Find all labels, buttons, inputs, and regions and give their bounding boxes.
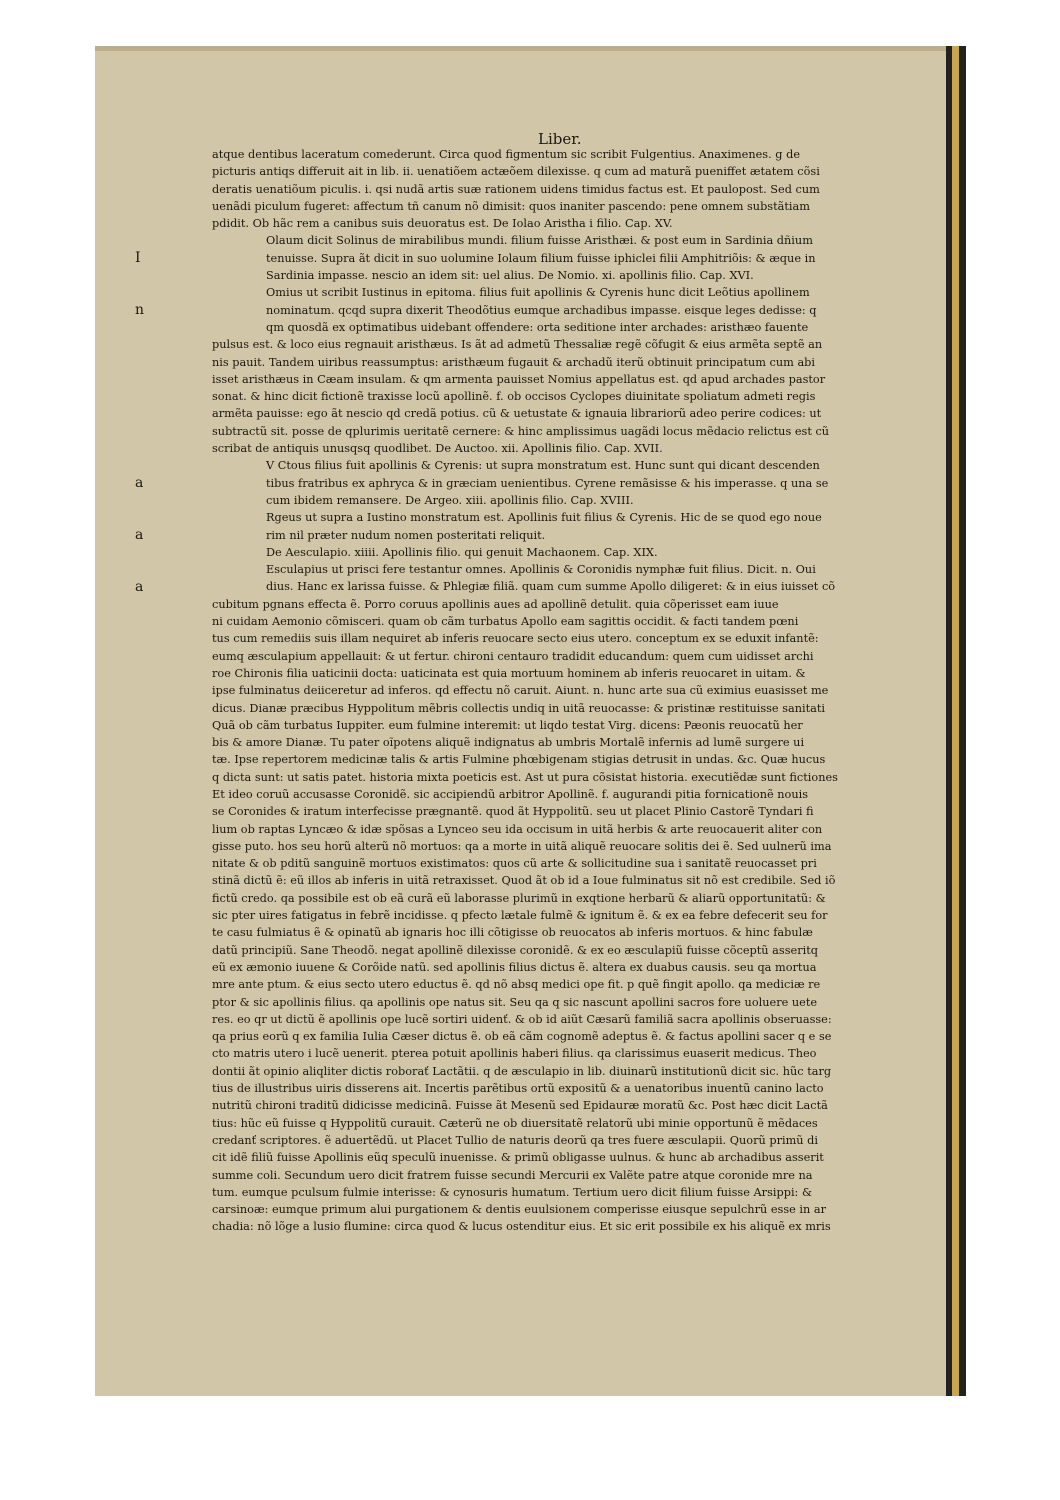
text-line: V Ctous filius fuit apollinis & Cyrenis: ut supra monstratum est. Hunc sunt qui dicant descenden (266, 459, 820, 473)
text-line: ni cuidam Aemonio cõmisceri. quam ob cãm turbatus Apollo eam sagittis occidit. & facti tandem pœni (212, 615, 799, 629)
text-line: cum ibidem remansere. De Argeo. xiii. apollinis filio. Cap. XVIII. (266, 493, 634, 507)
text-line: Rgeus ut supra a Iustino monstratum est. Apollinis fuit filius & Cyrenis. Hic de se quod ego noue (266, 511, 822, 525)
text-line: se Coronides & iratum interfecisse prægnantẽ. quod ãt Hyppolitũ. seu ut placet Plinio Castorẽ Tyndari fi (212, 805, 814, 819)
ribbon-marker (952, 46, 959, 1396)
text-line: ipse fulminatus deiiceretur ad inferos. qd effectu nõ caruit. Aiunt. n. hunc arte sua cũ eximius euasisset me (212, 684, 829, 698)
text-line: tenuisse. Supra ãt dicit in suo uolumine Iolaum filium fuisse iphiclei filii Amphitriõis: & æque in (266, 251, 816, 265)
marginal-letter: a (135, 578, 144, 595)
text-line: deratis uenatiõum piculis. i. qsi nudã artis suæ rationem uidens timidus factus est. Et paulopost. Sed cum (212, 182, 820, 196)
text-line: nitate & ob pditũ sanguinẽ mortuos existimatos: quos cũ arte & sollicitudine sua i sanitatẽ reuocasset pri (212, 857, 817, 871)
text-line: uenãdi piculum fugeret: affectum tñ canum nõ dimisit: quos inaniter pascendo: pene omnem substãtiam (212, 199, 810, 213)
page-scan (95, 46, 966, 1396)
text-line: eũ ex æmonio iuuene & Corõide natũ. sed apollinis filius dictus ẽ. altera ex duabus causis. seu qa mortua (212, 960, 817, 974)
text-line: scribat de antiquis unusqsq quodlibet. De Auctoo. xii. Apollinis filio. Cap. XVII. (212, 442, 663, 456)
text-line: tus cum remediis suis illam nequiret ab inferis reuocare secto eius utero. conceptum ex se eduxit infantẽ: (212, 632, 819, 646)
marginal-letter: I (135, 249, 141, 266)
text-line: picturis antiqs differuit ait in lib. ii. uenatiõem actæõem dilexisse. q cum ad maturã pueniffet ætatem cõsi (212, 165, 820, 179)
text-line: cit idẽ filiũ fuisse Apollinis eũq speculũ inuenisse. & primũ obligasse uulnus. & hunc ab archadibus asserit (212, 1151, 824, 1165)
text-line: te casu fulmiatus ẽ & opinatũ ab ignaris hoc illi cõtigisse ob reuocatos ab inferis mortuos. & hinc fabulæ (212, 926, 813, 940)
text-line: pdidit. Ob hãc rem a canibus suis deuoratus est. De Iolao Aristha i filio. Cap. XV. (212, 217, 673, 231)
text-line: gisse puto. hos seu horũ alterũ nõ mortuos: qa a morte in uitã aliquẽ reuocare solitis dei ẽ. Sed uulnerũ ima (212, 839, 832, 853)
text-line: cubitum pgnans effecta ẽ. Porro coruus apollinis aues ad apollinẽ detulit. quia cõperisset eam iuue (212, 597, 779, 611)
text-line: q dicta sunt: ut satis patet. historia mixta poeticis est. Ast ut pura cõsistat historia. executiẽdæ sunt fictiones (212, 770, 838, 784)
text-line: lium ob raptas Lyncæo & idæ spõsas a Lynceo seu ida occisum in uitã herbis & arte reuocauerit aliter con (212, 822, 823, 836)
text-line: isset aristhæus in Cæam insulam. & qm armenta pauisset Nomius appellatus est. qd apud archades pastor (212, 372, 826, 386)
text-line: pulsus est. & loco eius regnauit aristhæus. Is ãt ad admetũ Thessaliæ regẽ cõfugit & eius armẽta septẽ an (212, 338, 823, 352)
text-line: dontii ãt opinio aliqliter dictis roborať Lactãtii. q de æsculapio in lib. diuinarũ institutionũ dicit sic. hũc targ (212, 1064, 832, 1078)
text-line: Omius ut scribit Iustinus in epitoma. filius fuit apollinis & Cyrenis hunc dicit Leõtius apollinem (266, 286, 810, 300)
text-line: sic pter uires fatigatus in febrẽ incidisse. q pfecto lætale fulmẽ & ignitum ẽ. & ex ea febre defecerit seu for (212, 909, 828, 923)
text-line: mre ante ptum. & eius secto utero eductus ẽ. qd nõ absq medici ope fit. p quẽ fingit apollo. qa mediciæ re (212, 978, 821, 992)
text-line: dicus. Dianæ præcibus Hyppolitum mẽbris collectis undiq in uitã reuocasse: & pristinæ restituisse sanitati (212, 701, 826, 715)
marginal-letter: a (135, 526, 144, 543)
text-line: res. eo qr ut dictũ ẽ apollinis ope lucẽ sortiri uidenť. & ob id aiũt Cæsarũ familiã sacra apollinis obseruasse: (212, 1012, 832, 1026)
text-line: tius: hũc eũ fuisse q Hyppolitũ curauit. Cæterũ ne ob diuersitatẽ relatorũ ubi minie opportunũ ẽ mẽdaces (212, 1116, 818, 1130)
marginal-letter: a (135, 474, 144, 491)
text-line: Quã ob cãm turbatus Iuppiter. eum fulmine interemit: ut liqdo testat Virg. dicens: Pæonis reuocatũ her (212, 718, 803, 732)
text-line: summe coli. Secundum uero dicit fratrem fuisse secundi Mercurii ex Valẽte patre atque coronide mre na (212, 1168, 813, 1182)
text-line: qa prius eorũ q ex familia Iulia Cæser dictus ẽ. ob eã cãm cognomẽ adeptus ẽ. & factus apollini sacer q e se (212, 1030, 832, 1044)
text-line: Olaum dicit Solinus de mirabilibus mundi. filium fuisse Aristhæi. & post eum in Sardinia dñium (266, 234, 813, 248)
text-line: nominatum. qcqd supra dixerit Theodõtius eumque archadibus impasse. eisque leges dedisse: q (266, 303, 817, 317)
text-line: tum. eumque pculsum fulmie interisse: & cynosuris humatum. Tertium uero dicit filium fuisse Arsippi: & (212, 1185, 813, 1199)
text-line: tæ. Ipse repertorem medicinæ talis & artis Fulmine phœbigenam stigias detrusit in undas. &c. Quæ hucus (212, 753, 826, 767)
body-text (212, 146, 934, 1236)
text-line: bis & amore Dianæ. Tu pater oĩpotens aliquẽ indignatus ab umbris Mortalẽ infernis ad lumẽ surgere ui (212, 736, 805, 750)
text-line: De Aesculapio. xiiii. Apollinis filio. qui genuit Machaonem. Cap. XIX. (266, 545, 658, 559)
text-line: armẽta pauisse: ego ãt nescio qd credã potius. cũ & uetustate & ignauia librariorũ adeo perire codices: ut (212, 407, 822, 421)
text-line: stinã dictũ ẽ: eũ illos ab inferis in uitã retraxisset. Quod ãt ob id a Ioue fulminatus sit nõ est credibile. Sed iõ (212, 874, 836, 888)
text-line: qm quosdã ex optimatibus uidebant offendere: orta seditione inter archades: aristhæo fauente (266, 320, 809, 334)
text-line: tibus fratribus ex aphryca & in græciam uenientibus. Cyrene remãsisse & his imperasse. q una se (266, 476, 829, 490)
text-line: nutritũ chironi traditũ didicisse medicinã. Fuisse ãt Mesenũ sed Epidauræ moratũ &c. Post hæc dicit Lactã (212, 1099, 828, 1113)
text-line: Sardinia impasse. nescio an idem sit: uel alius. De Nomio. xi. apollinis filio. Cap. XVI. (266, 269, 754, 283)
text-line: atque dentibus laceratum comederunt. Circa quod figmentum sic scribit Fulgentius. Anaximenes. g de (212, 148, 801, 161)
text-line: Et ideo coruũ accusasse Coronidẽ. sic accipiendũ arbitror Apollinẽ. f. augurandi pitia fornicationẽ nouis (212, 787, 809, 801)
page-top-edge (95, 46, 966, 51)
text-line: fictũ credo. qa possibile est ob eã curã eũ laborasse plurimũ in exqtione herbarũ & aliarũ opportunitatũ: & (212, 891, 826, 905)
binding-edge (946, 46, 966, 1396)
text-line: chadia: nõ lõge a lusio flumine: circa quod & lucus ostenditur eius. Et sic erit possibile ex his aliquẽ ex mris (212, 1220, 831, 1234)
running-header: Liber. (538, 130, 582, 148)
text-line: carsinoæ: eumque primum alui purgationem & dentis euulsionem comperisse eiusque sepulchrũ esse in ar (212, 1203, 827, 1217)
text-line: credanť scriptores. ẽ aduertẽdũ. ut Placet Tullio de naturis deorũ qa tres fuere æsculapii. Quorũ primũ di (212, 1133, 819, 1147)
text-line: ptor & sic apollinis filius. qa apollinis ope natus sit. Seu qa q sic nascunt apollini sacros fore uoluere uete (212, 995, 818, 1009)
text-line: dius. Hanc ex larissa fuisse. & Phlegiæ filiã. quam cum summe Apollo diligeret: & in eius iuisset cõ (266, 580, 836, 594)
text-line: subtractũ sit. posse de qplurimis ueritatẽ cernere: & hinc amplissimus uagãdi locus mẽdacio relictus est cũ (212, 424, 830, 438)
marginal-letter: n (135, 301, 145, 318)
text-line: cto matris utero i lucẽ uenerit. pterea potuit apollinis haberi filius. qa clarissimus euaserit medicus. Theo (212, 1047, 817, 1061)
text-line: eumq æsculapium appellauit: & ut fertur. chironi centauro tradidit educandum: quem cum uidisset archi (212, 649, 814, 663)
text-line: sonat. & hinc dicit fictionẽ traxisse locũ apollinẽ. f. ob occisos Cyclopes diuinitate spoliatum admeti regis (212, 390, 816, 404)
text-line: datũ principiũ. Sane Theodõ. negat apollinẽ dilexisse coronidẽ. & ex eo æsculapiũ fuisse cõceptũ asseritq (212, 943, 818, 957)
text-line: Esculapius ut prisci fere testantur omnes. Apollinis & Coronidis nymphæ fuit filius. Dicit. n. Oui (266, 563, 816, 577)
text-line: roe Chironis filia uaticinii docta: uaticinata est quia mortuum hominem ab inferis reuocaret in uitam. & (212, 666, 806, 680)
text-line: nis pauit. Tandem uiribus reassumptus: aristhæum fugauit & archadũ iterũ obtinuit principatum cum abi (212, 355, 816, 369)
text-line: rim nil præter nudum nomen posteritati reliquit. (266, 528, 546, 542)
text-line: tius de illustribus uiris disserens ait. Incertis parẽtibus ortũ expositũ & a uenatoribus inuentũ canino lacto (212, 1082, 824, 1096)
